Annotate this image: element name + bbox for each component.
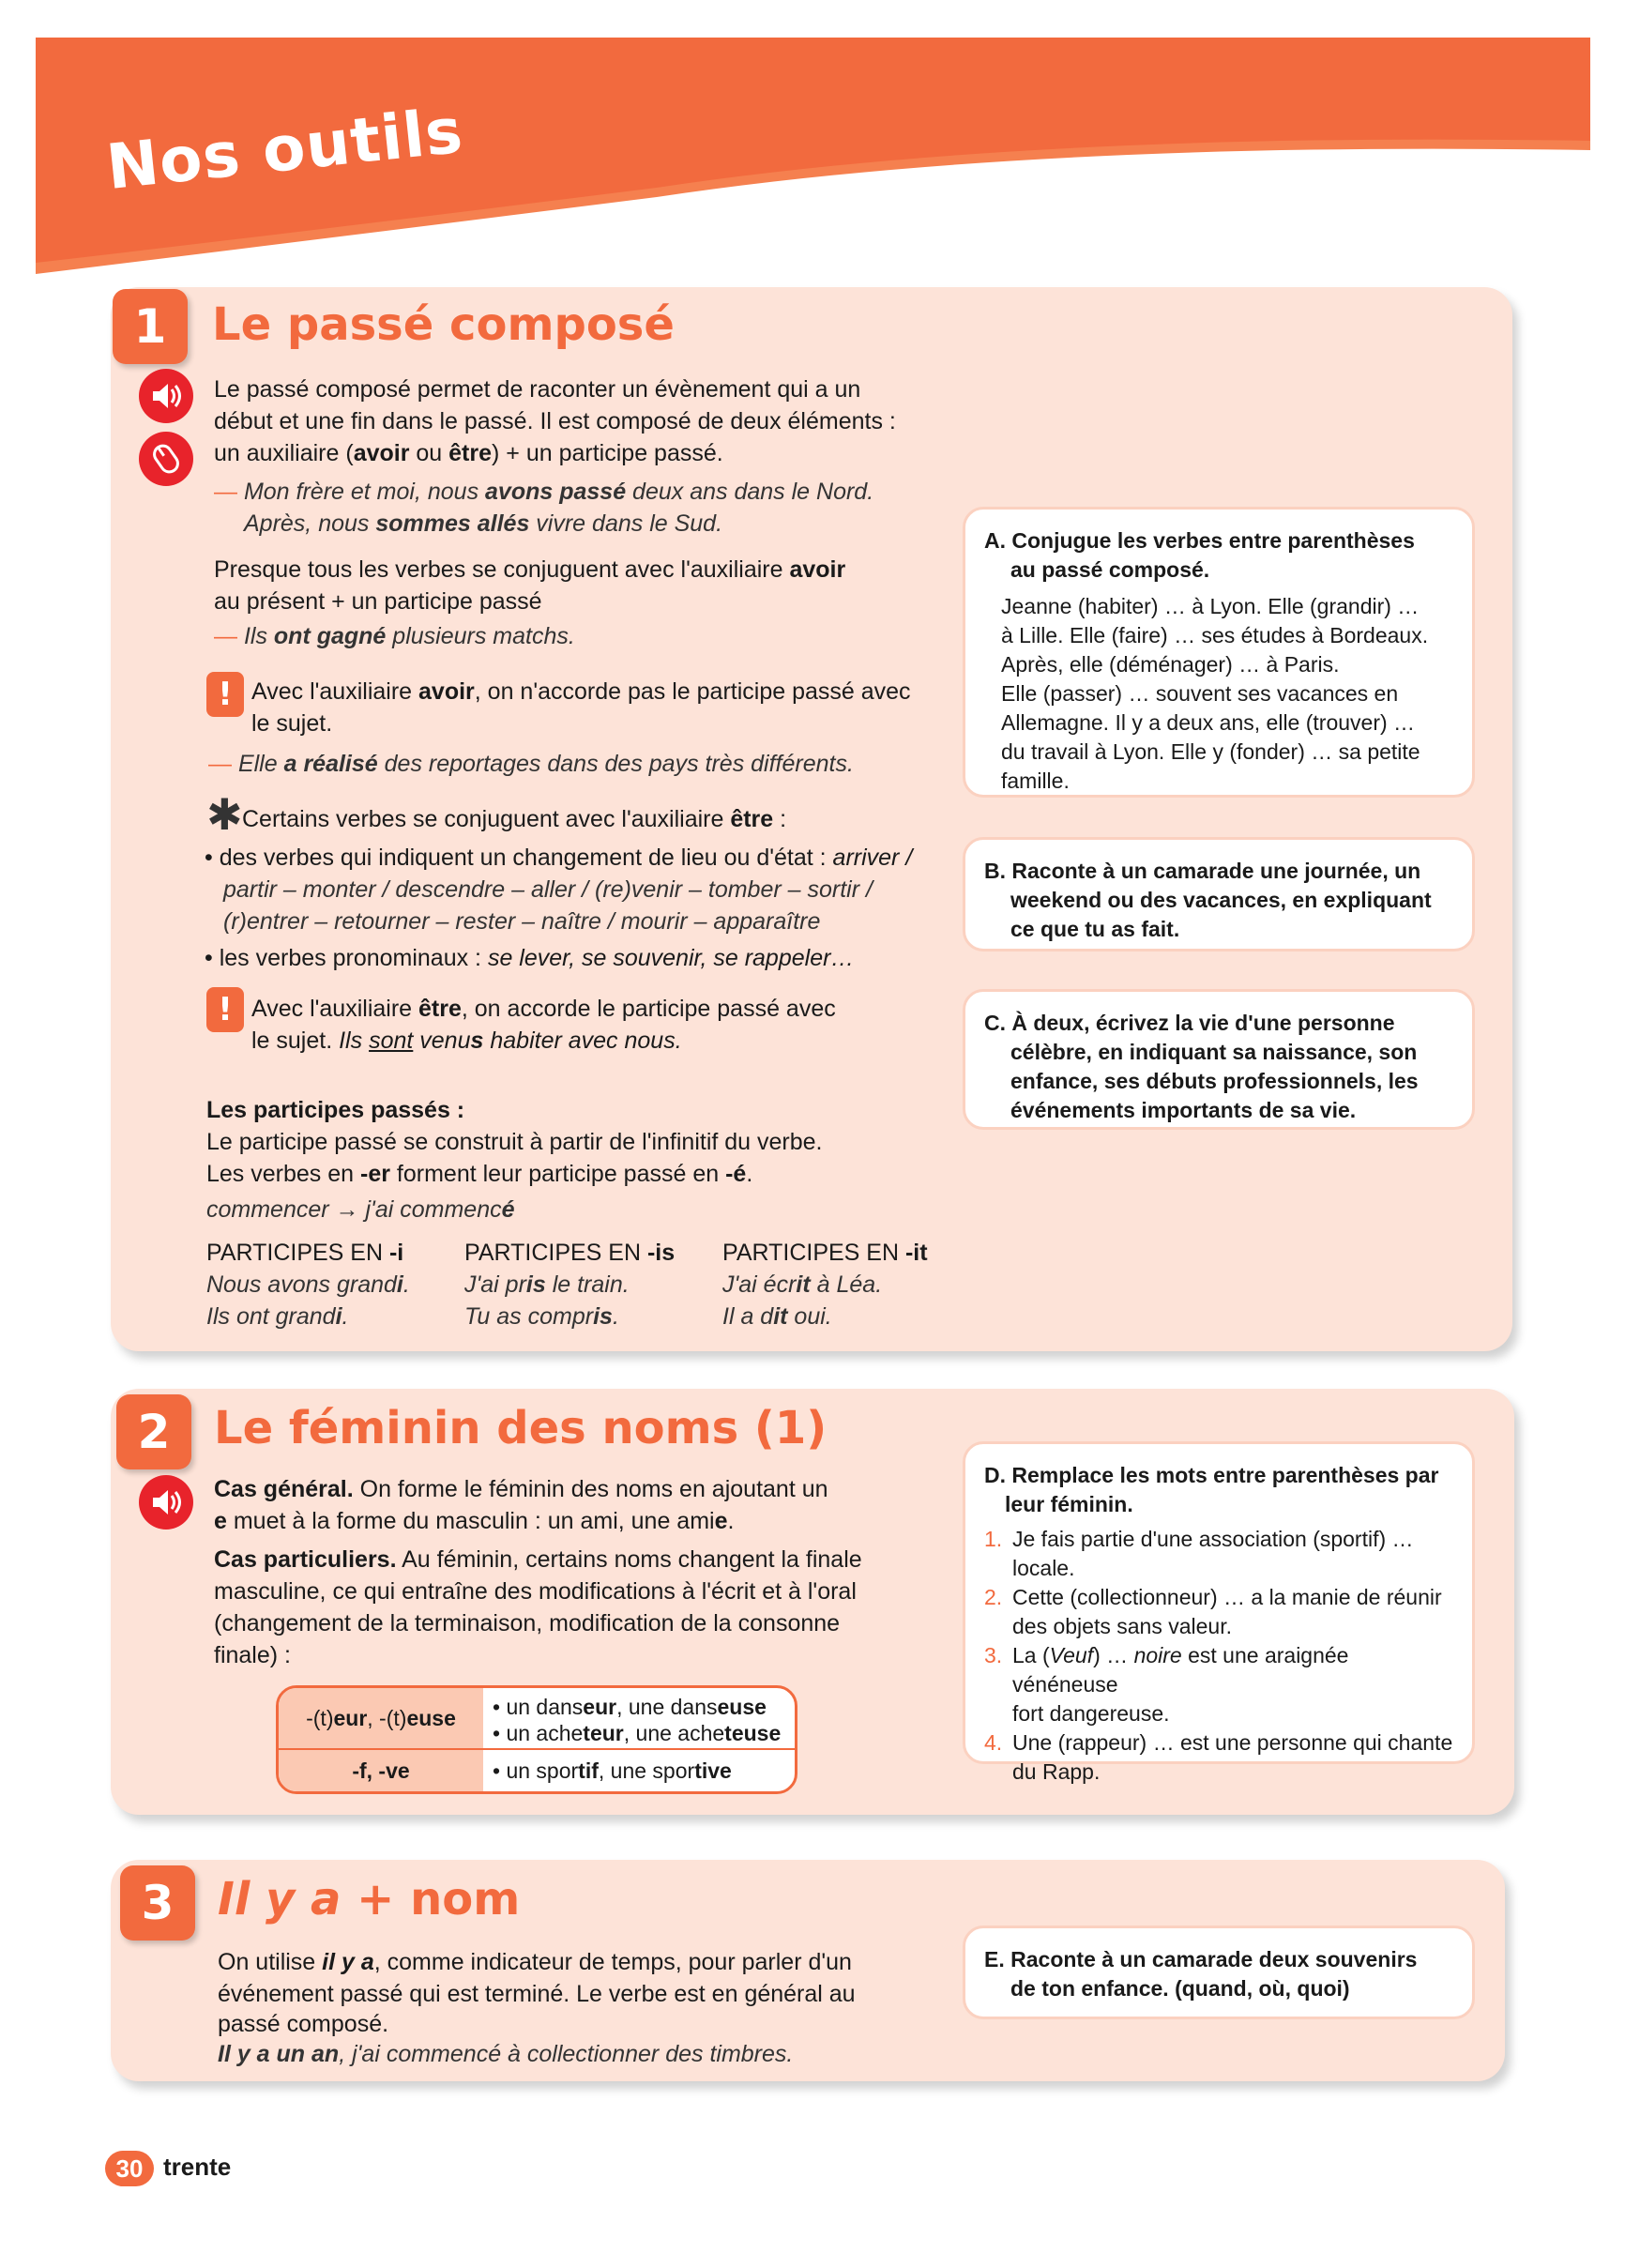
example-3: — Elle a réalisé des reportages dans des pays très différents.	[208, 751, 854, 777]
section-title-1: Le passé composé	[212, 298, 675, 351]
general-case-line-1: Cas général. On forme le féminin des noms en ajoutant un	[214, 1476, 828, 1502]
table-values: • un sportif, une sportive	[493, 1758, 732, 1783]
avoir-rule-line-1: Presque tous les verbes se conjuguent avec l'auxiliaire avoir	[214, 556, 846, 583]
audio-button-2[interactable]	[139, 1475, 193, 1530]
table-values: • un danseur, une danseuse • un acheteur, une acheteuse	[493, 1695, 782, 1745]
asterisk-icon: ✱	[206, 789, 243, 840]
warning-1-line-1: Avec l'auxiliaire avoir, on n'accorde pas le participe passé avec	[251, 678, 911, 705]
section-number-3: 3	[120, 1865, 195, 1941]
header-band	[0, 0, 1625, 300]
etre-bullet-1-line-3: (r)entrer – retourner – rester – naître / mourir – apparaître	[223, 908, 821, 935]
column-head: PARTICIPES EN -i	[206, 1240, 404, 1266]
participle-column-is	[464, 1237, 708, 1332]
column-example: J'ai écrit à Léa.	[722, 1271, 883, 1298]
etre-bullet-1-line-2: partir – monter / descendre – aller / (re)venir – tomber – sortir /	[223, 876, 873, 903]
column-example: J'ai pris le train.	[464, 1271, 630, 1298]
exercise-e	[963, 1926, 1475, 2019]
etre-bullet-1-line-1: • des verbes qui indiquent un changement de lieu ou d'état : arriver /	[205, 845, 913, 871]
exercise-c-line-3: enfance, ses débuts professionnels, les	[1010, 1069, 1419, 1093]
warning-icon: !	[206, 987, 244, 1032]
warning-2-line-1: Avec l'auxiliaire être, on accorde le participe passé avec	[251, 996, 836, 1022]
section-title-2: Le féminin des noms (1)	[214, 1402, 828, 1454]
special-case-line-2: masculine, ce qui entraîne des modifications à l'écrit et à l'oral	[214, 1578, 857, 1605]
feminine-endings-table	[276, 1685, 797, 1794]
section-title-3: Il y a + nom	[218, 1873, 521, 1926]
warning-2-line-2: le sujet. Ils sont venus habiter avec nous.	[251, 1027, 682, 1054]
exercise-d-list	[984, 1525, 1455, 1787]
exercise-d	[963, 1441, 1475, 1784]
exercise-c-line-2: célèbre, en indiquant sa naissance, son	[1010, 1040, 1418, 1064]
special-case-line-3: (changement de la terminaison, modification de la consonne	[214, 1610, 841, 1636]
intro-line-1: Le passé composé permet de raconter un évènement qui a un	[214, 376, 861, 403]
list-item: 4. Une (rappeur) … est une personne qui chante du Rapp.	[984, 1730, 1453, 1784]
participles-heading: Les participes passés :	[206, 1097, 465, 1123]
page-number: 30	[105, 2151, 154, 2186]
example-2: — Ils ont gagné plusieurs matchs.	[214, 623, 575, 649]
exercise-c-line-1: C. À deux, écrivez la vie d'une personne	[984, 1011, 1395, 1035]
exercise-a	[963, 507, 1475, 798]
participle-column-i	[206, 1237, 450, 1332]
avoir-rule-line-2: au présent + un participe passé	[214, 588, 542, 615]
mouse-icon	[147, 440, 185, 478]
column-example: Il a dit oui.	[722, 1303, 832, 1330]
special-case-line-1: Cas particuliers. Au féminin, certains noms changent la finale	[214, 1546, 862, 1573]
exercise-a-question-2: au passé composé.	[1010, 557, 1210, 582]
intro-line-2: début et une fin dans le passé. Il est composé de deux éléments :	[214, 408, 896, 434]
warning-icon: !	[206, 672, 244, 717]
etre-rule-heading: Certains verbes se conjuguent avec l'auxiliaire être :	[242, 806, 787, 832]
column-example: Nous avons grandi.	[206, 1271, 410, 1298]
participles-line-1: Le participe passé se construit à partir de l'infinitif du verbe.	[206, 1129, 823, 1155]
il-y-a-example: Il y a un an, j'ai commencé à collectionner des timbres.	[218, 2041, 794, 2067]
speaker-icon	[147, 1484, 185, 1521]
warning-1-line-2: le sujet.	[251, 710, 333, 737]
exercise-d-line-1: D. Remplace les mots entre parenthèses par	[984, 1463, 1439, 1487]
column-example: Ils ont grandi.	[206, 1303, 349, 1330]
exercise-a-question-1: A. Conjugue les verbes entre parenthèses	[984, 528, 1415, 553]
intro-line-3: un auxiliaire (avoir ou être) + un participe passé.	[214, 440, 723, 466]
list-item: 2. Cette (collectionneur) … a la manie de réunir des objets sans valeur.	[984, 1585, 1442, 1638]
general-case-line-2: e muet à la forme du masculin : un ami, une amie.	[214, 1508, 735, 1534]
arrow-right-icon: →	[328, 1196, 366, 1223]
section-number-2: 2	[116, 1394, 191, 1469]
etre-bullet-2: • les verbes pronominaux : se lever, se souvenir, se rappeler…	[205, 945, 855, 971]
speaker-icon	[147, 377, 185, 415]
example-1-line-1: — Mon frère et moi, nous avons passé deux ans dans le Nord.	[214, 479, 874, 505]
page-title: Nos outils	[102, 94, 467, 204]
special-case-line-4: finale) :	[214, 1642, 291, 1668]
participles-example: commencer → j'ai commencé	[206, 1196, 515, 1223]
exercise-e-line-2: de ton enfance. (quand, où, quoi)	[1010, 1976, 1350, 2001]
il-y-a-line-1: On utilise il y a, comme indicateur de temps, pour parler d'un	[218, 1949, 852, 1975]
column-head: PARTICIPES EN -is	[464, 1240, 676, 1266]
exercise-e-line-1: E. Raconte à un camarade deux souvenirs	[984, 1947, 1418, 1971]
table-row	[279, 1688, 795, 1748]
table-key: -(t) eur , -(t) euse	[279, 1688, 483, 1748]
column-example: Tu as compris.	[464, 1303, 619, 1330]
exercise-d-line-2: leur féminin.	[1005, 1492, 1133, 1516]
exercise-b	[963, 837, 1475, 951]
exercise-b-line-3: ce que tu as fait.	[1010, 917, 1180, 941]
list-item: 3. La (Veuf) … noire est une araignée vénéneuse fort dangereuse.	[984, 1643, 1349, 1726]
il-y-a-line-3: passé composé.	[218, 2011, 389, 2037]
il-y-a-line-2: événement passé qui est terminé. Le verbe est en général au	[218, 1981, 856, 2007]
participle-column-it	[722, 1237, 966, 1332]
exercise-b-line-1: B. Raconte à un camarade une journée, un	[984, 859, 1421, 883]
page-number-word: trente	[163, 2153, 232, 2181]
section-number-1: 1	[113, 289, 188, 364]
exercise-a-body: Jeanne (habiter) … à Lyon. Elle (grandir) … à Lille. Elle (faire) … ses études à Bordeaux. Après, elle (déménager) … à Paris. Elle (passer) … souvent ses vacances en Allemagne. Il y a deux ans, elle (trouver) … du travail à Lyon. Elle y (fonder) … sa petite famille.	[1001, 594, 1429, 793]
exercise-c	[963, 989, 1475, 1130]
table-row	[279, 1748, 795, 1791]
column-head: PARTICIPES EN -it	[722, 1240, 928, 1266]
exercise-c-line-4: événements importants de sa vie.	[1010, 1098, 1357, 1122]
participles-line-2: Les verbes en -er forment leur participe passé en -é.	[206, 1161, 753, 1187]
example-1-line-2: Après, nous sommes allés vivre dans le Sud.	[244, 510, 723, 537]
table-key: -f , -ve	[279, 1750, 483, 1791]
interactive-button-1[interactable]	[139, 432, 193, 486]
audio-button-1[interactable]	[139, 369, 193, 423]
exercise-b-line-2: weekend ou des vacances, en expliquant	[1010, 888, 1432, 912]
list-item: 1. Je fais partie d'une association (sportif) … locale.	[984, 1527, 1414, 1580]
